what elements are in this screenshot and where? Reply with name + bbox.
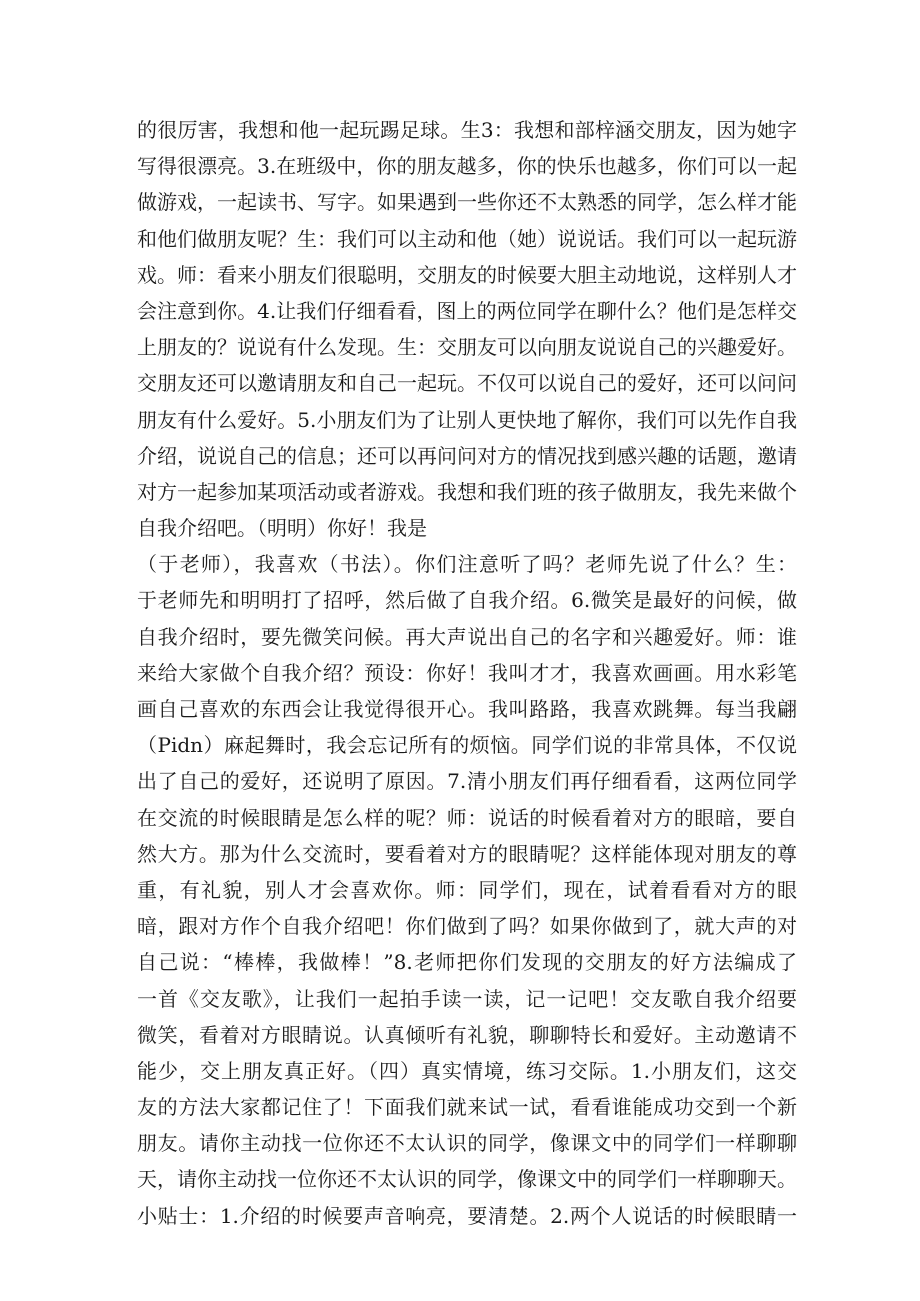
text-line: 写得很漂亮。3.在班级中，你的朋友越多，你的快乐也越多，你们可以一起 — [137, 154, 797, 179]
text-line: 做游戏，一起读书、写字。如果遇到一些你还不太熟悉的同学，怎么样才能 — [137, 190, 797, 215]
text-line: 会注意到你。4.让我们仔细看看，图上的两位同学在聊什么？他们是怎样交 — [137, 298, 797, 323]
text-line: 朋友。请你主动找一位你还不太认识的同学，像课文中的同学们一样聊聊 — [137, 1131, 797, 1156]
text-line: 自我介绍时，要先微笑问候。再大声说出自己的名字和兴趣爱好。师：谁 — [137, 624, 797, 649]
text-line: 朋友有什么爱好。5.小朋友们为了让别人更快地了解你，我们可以先作自我 — [137, 407, 797, 432]
text-line: 能少，交上朋友真正好。（四）真实情境，练习交际。1.小朋友们，这交 — [137, 1058, 797, 1083]
text-line: 小贴士：1.介绍的时候要声音响亮，要清楚。2.两个人说话的时候眼睛一 — [137, 1203, 797, 1228]
text-line: 上朋友的？说说有什么发现。生：交朋友可以向朋友说说自己的兴趣爱好。 — [137, 335, 797, 360]
text-line: 自己说：“棒棒，我做棒！”8.老师把你们发现的交朋友的好方法编成了 — [137, 950, 797, 975]
text-line: 友的方法大家都记住了！下面我们就来试一试，看看谁能成功交到一个新 — [137, 1095, 797, 1120]
text-line: 自我介绍吧。（明明）你好！我是 — [137, 516, 427, 541]
body-text — [137, 112, 797, 1234]
text-line: 微笑，看着对方眼睛说。认真倾听有礼貌，聊聊特长和爱好。主动邀请不 — [137, 1022, 797, 1047]
text-line: 来给大家做个自我介绍？预设：你好！我叫才才，我喜欢画画。用水彩笔 — [137, 660, 797, 685]
text-line: 一首《交友歌》，让我们一起拍手读一读，记一记吧！交友歌自我介绍要 — [137, 986, 797, 1011]
text-line: 介绍，说说自己的信息；还可以再问问对方的情况找到感兴趣的话题，邀请 — [137, 443, 797, 468]
text-line: 于老师先和明明打了招呼，然后做了自我介绍。6.微笑是最好的问候，做 — [137, 588, 797, 613]
text-line: 暗，跟对方作个自我介绍吧！你们做到了吗？如果你做到了，就大声的对 — [137, 914, 797, 939]
text-line: 出了自己的爱好，还说明了原因。7.清小朋友们再仔细看看，这两位同学 — [137, 769, 797, 794]
text-line: 戏。师：看来小朋友们很聪明，交朋友的时候要大胆主动地说，这样别人才 — [137, 262, 797, 287]
text-line: 的很厉害，我想和他一起玩踢足球。生3：我想和部梓涵交朋友，因为她字 — [137, 118, 797, 142]
text-line: 对方一起参加某项活动或者游戏。我想和我们班的孩子做朋友，我先来做个 — [137, 479, 797, 504]
text-line: 然大方。那为什么交流时，要看着对方的眼睛呢？这样能体现对朋友的尊 — [137, 841, 797, 866]
text-line: （Pidn）麻起舞时，我会忘记所有的烦恼。同学们说的非常具体，不仅说 — [137, 733, 797, 758]
text-line: 画自己喜欢的东西会让我觉得很开心。我叫路路，我喜欢跳舞。每当我翩 — [137, 697, 797, 721]
text-line: （于老师），我喜欢（书法）。你们注意听了吗？老师先说了什么？生： — [137, 552, 797, 577]
text-line: 重，有礼貌，别人才会喜欢你。师：同学们，现在，试着看看对方的眼 — [137, 877, 797, 902]
text-line: 天，请你主动找一位你还不太认识的同学，像课文中的同学们一样聊聊天。 — [137, 1167, 797, 1192]
text-line: 交朋友还可以邀请朋友和自己一起玩。不仅可以说自己的爱好，还可以问问 — [137, 371, 797, 396]
text-line: 和他们做朋友呢？生：我们可以主动和他（她）说说话。我们可以一起玩游 — [137, 226, 797, 251]
text-line: 在交流的时候眼睛是怎么样的呢？师：说话的时候看着对方的眼暗，要自 — [137, 805, 797, 830]
